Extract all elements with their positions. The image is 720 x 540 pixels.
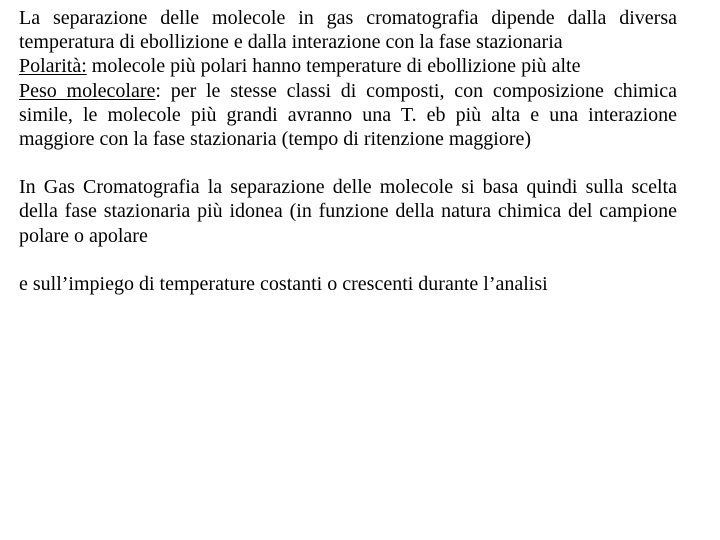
molecular-weight-paragraph [19, 79, 677, 152]
polarity-paragraph [19, 54, 677, 78]
molecular-weight-label: Peso molecolare [19, 79, 156, 102]
intro-paragraph: La separazione delle molecole in gas cromatografia dipende dalla diversa temperatura di ebollizione e dalla interazione con la fase stazionaria [19, 7, 677, 54]
polarity-text: molecole più polari hanno temperature di ebollizione più alte [86, 55, 581, 78]
paragraph-spacer [19, 248, 677, 272]
molecular-weight-text: : per le stesse classi di composti, con composizione chimica simile, le molecole più grandi avranno una T. eb più alta e una interazione maggiore con la fase stazionaria (tempo di ritenzione maggiore) [19, 79, 677, 151]
final-paragraph: e sull’impiego di temperature costanti o crescenti durante l’analisi [19, 272, 548, 295]
paragraph-spacer [19, 151, 677, 175]
conclusion-paragraph: In Gas Cromatografia la separazione delle molecole si basa quindi sulla scelta della fase stazionaria più idonea (in funzione della natura chimica del campione polare o apolare [19, 176, 677, 247]
slide-body [19, 6, 677, 296]
polarity-label: Polarità: [19, 55, 87, 78]
